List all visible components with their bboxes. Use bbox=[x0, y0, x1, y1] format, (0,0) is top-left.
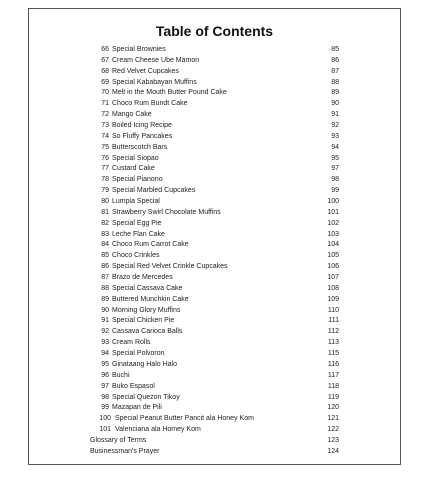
toc-entry-title: Buchi bbox=[112, 371, 130, 379]
toc-entry-page: 97 bbox=[331, 165, 339, 173]
toc-entry-number: 99 bbox=[101, 404, 109, 412]
toc-entry[interactable] bbox=[29, 316, 400, 327]
toc-entry-title: Mazapan de Pili bbox=[112, 404, 162, 412]
toc-entry-page: 122 bbox=[327, 426, 339, 434]
toc-entry-number: 93 bbox=[101, 339, 109, 347]
toc-entry-number: 71 bbox=[101, 100, 109, 108]
page-title: Table of Contents bbox=[155, 23, 274, 39]
toc-entry-page: 101 bbox=[327, 208, 339, 216]
toc-entry-page: 110 bbox=[327, 306, 339, 314]
toc-entry-number: 82 bbox=[101, 219, 109, 227]
toc-entry-page: 90 bbox=[331, 100, 339, 108]
toc-entry-number: 73 bbox=[101, 122, 109, 130]
toc-entry-page: 92 bbox=[331, 122, 339, 130]
toc-entry-title: Cream Cheese Ube Mamon bbox=[112, 56, 200, 64]
toc-entry-page: 86 bbox=[331, 56, 339, 64]
toc-entry-number: 68 bbox=[101, 67, 109, 75]
toc-entry-title: Special Siopao bbox=[112, 154, 159, 162]
toc-entry-number: 100 bbox=[99, 415, 111, 423]
toc-entry-page: 87 bbox=[331, 67, 339, 75]
toc-entry[interactable] bbox=[29, 45, 400, 56]
toc-entry-title: Special Chicken Pie bbox=[112, 317, 175, 325]
toc-entry-page: 85 bbox=[331, 46, 339, 53]
toc-entry-title: Brazo de Mercedes bbox=[112, 274, 173, 282]
toc-entry-title: So Fluffy Pancakes bbox=[112, 132, 173, 140]
toc-entry-number: 70 bbox=[101, 89, 109, 97]
toc-entry-page: 88 bbox=[331, 78, 339, 86]
toc-entry-number: 74 bbox=[101, 132, 109, 140]
toc-entry-title: Buko Espasol bbox=[112, 382, 155, 390]
toc-entry-page: 94 bbox=[331, 143, 339, 151]
toc-entry-number: 66 bbox=[101, 46, 109, 53]
toc-entry-title: Special Brownies bbox=[112, 46, 166, 53]
toc-entry-number: 78 bbox=[101, 176, 109, 184]
toc-entry-number: 77 bbox=[101, 165, 109, 173]
toc-entry[interactable] bbox=[29, 360, 400, 371]
toc-entry-page: 102 bbox=[327, 219, 339, 227]
toc-entry[interactable] bbox=[29, 371, 400, 382]
toc-entry[interactable] bbox=[29, 425, 400, 436]
toc-entry[interactable] bbox=[29, 154, 400, 165]
toc-entry[interactable] bbox=[29, 295, 400, 306]
toc-entry-page: 103 bbox=[327, 230, 339, 238]
toc-entry-title: Choco Crinkles bbox=[112, 252, 160, 260]
toc-entry[interactable] bbox=[29, 230, 400, 241]
toc-entry-page: 93 bbox=[331, 132, 339, 140]
toc-entry-title: Choco Rum Carrot Cake bbox=[112, 241, 189, 249]
toc-entry-number: 69 bbox=[101, 78, 109, 86]
toc-entry[interactable] bbox=[29, 121, 400, 132]
toc-entry-number: 95 bbox=[101, 360, 109, 368]
toc-entry-number: 80 bbox=[101, 198, 109, 206]
toc-entry-title: Butterscotch Bars bbox=[112, 143, 168, 151]
toc-entry[interactable] bbox=[29, 88, 400, 99]
toc-entry-title: Special Cassava Cake bbox=[112, 284, 183, 292]
toc-entry-page: 107 bbox=[327, 274, 339, 282]
toc-entry-page: 108 bbox=[327, 284, 339, 292]
toc-entry-page: 109 bbox=[327, 295, 339, 303]
toc-entry[interactable] bbox=[29, 110, 400, 121]
toc-entry-page: 104 bbox=[327, 241, 339, 249]
toc-entry[interactable] bbox=[29, 382, 400, 393]
toc-entry-number: 79 bbox=[101, 187, 109, 195]
toc-entry-title: Special Marbled Cupcakes bbox=[112, 187, 196, 195]
toc-entry-title: Strawberry Swirl Chocolate Muffins bbox=[112, 208, 221, 216]
toc-entry[interactable] bbox=[29, 349, 400, 360]
toc-entry[interactable] bbox=[29, 175, 400, 186]
toc-entry-page: 116 bbox=[327, 360, 339, 368]
toc-entry-number: 72 bbox=[101, 111, 109, 119]
toc-entry-title: Custard Cake bbox=[112, 165, 155, 173]
toc-entry[interactable] bbox=[29, 219, 400, 230]
toc-entry-number: 85 bbox=[101, 252, 109, 260]
toc-entry[interactable] bbox=[29, 78, 400, 89]
toc-entry[interactable] bbox=[29, 56, 400, 67]
toc-entry-page: 115 bbox=[327, 350, 339, 358]
toc-entry-page: 124 bbox=[327, 447, 339, 455]
toc-entry-page: 99 bbox=[331, 187, 339, 195]
toc-entry[interactable] bbox=[29, 240, 400, 251]
toc-entry-title: Glossary of Terms bbox=[90, 436, 147, 444]
toc-entry-title: Cassava Carioca Balls bbox=[112, 328, 183, 336]
toc-entry[interactable] bbox=[29, 447, 400, 458]
toc-entry[interactable] bbox=[29, 143, 400, 154]
toc-entry-number: 101 bbox=[99, 426, 111, 434]
toc-entry-title: Melt in the Mouth Butter Pound Cake bbox=[112, 89, 227, 97]
toc-entry-number: 75 bbox=[101, 143, 109, 151]
toc-entry-number: 81 bbox=[101, 208, 109, 216]
toc-entry-page: 98 bbox=[331, 176, 339, 184]
toc-entry-page: 111 bbox=[328, 317, 339, 325]
toc-entry-title: Choco Rum Bundt Cake bbox=[112, 100, 188, 108]
toc-entry-page: 123 bbox=[327, 436, 339, 444]
toc-entry[interactable] bbox=[29, 284, 400, 295]
toc-entry[interactable] bbox=[29, 251, 400, 262]
toc-entry-number: 96 bbox=[101, 371, 109, 379]
toc-entry-title: Morning Glory Muffins bbox=[112, 306, 181, 314]
toc-entry-page: 119 bbox=[327, 393, 339, 401]
toc-entry[interactable] bbox=[29, 338, 400, 349]
toc-entry-title: Valenciana ala Homey Kom bbox=[115, 426, 201, 434]
toc-entry-number: 89 bbox=[101, 295, 109, 303]
toc-entry-title: Special Quezon Tikoy bbox=[112, 393, 180, 401]
toc-entry-number: 97 bbox=[101, 382, 109, 390]
toc-entry-number: 67 bbox=[101, 56, 109, 64]
toc-entry-page: 112 bbox=[327, 328, 339, 336]
toc-entry-title: Leche Flan Cake bbox=[112, 230, 165, 238]
toc-entry-number: 91 bbox=[101, 317, 109, 325]
toc-entry-page: 120 bbox=[327, 404, 339, 412]
toc-entry[interactable] bbox=[29, 414, 400, 425]
toc-entry-number: 83 bbox=[101, 230, 109, 238]
toc-entry-title: Businessman's Prayer bbox=[90, 447, 160, 455]
toc-entry-number: 94 bbox=[101, 350, 109, 358]
toc-entry-number: 76 bbox=[101, 154, 109, 162]
toc-entry-number: 98 bbox=[101, 393, 109, 401]
toc-entry-page: 118 bbox=[327, 382, 339, 390]
toc-entry-title: Cream Rolls bbox=[112, 339, 151, 347]
toc-entry-title: Mango Cake bbox=[112, 111, 152, 119]
toc-entry-title: Special Egg Pie bbox=[112, 219, 162, 227]
toc-entry-page: 113 bbox=[327, 339, 339, 347]
toc-entry-title: Buttered Munchkin Cake bbox=[112, 295, 189, 303]
toc-entry[interactable] bbox=[29, 403, 400, 414]
toc-entry[interactable] bbox=[29, 99, 400, 110]
toc-entry-title: Ginataang Halo Halo bbox=[112, 360, 177, 368]
toc-entry-title: Special Polvoron bbox=[112, 350, 165, 358]
toc-entry-title: Special Kababayan Muffins bbox=[112, 78, 197, 86]
toc-entry[interactable] bbox=[29, 208, 400, 219]
toc-entry-title: Special Pianono bbox=[112, 176, 163, 184]
toc-entry[interactable] bbox=[29, 306, 400, 317]
toc-entry[interactable] bbox=[29, 327, 400, 338]
toc-entry-page: 95 bbox=[331, 154, 339, 162]
toc-entry-page: 105 bbox=[327, 252, 339, 260]
toc-entry[interactable] bbox=[29, 186, 400, 197]
toc-entry-page: 121 bbox=[327, 415, 339, 423]
toc-entry[interactable] bbox=[29, 67, 400, 78]
toc-entry[interactable] bbox=[29, 164, 400, 175]
toc-entry-number: 88 bbox=[101, 284, 109, 292]
toc-list bbox=[29, 45, 400, 458]
toc-entry[interactable] bbox=[29, 262, 400, 273]
toc-entry-page: 91 bbox=[331, 111, 339, 119]
toc-page bbox=[28, 8, 401, 465]
toc-entry-number: 84 bbox=[101, 241, 109, 249]
toc-entry-page: 106 bbox=[327, 263, 339, 271]
toc-entry-number: 86 bbox=[101, 263, 109, 271]
toc-entry-page: 89 bbox=[331, 89, 339, 97]
toc-entry-number: 87 bbox=[101, 274, 109, 282]
toc-entry[interactable] bbox=[29, 393, 400, 404]
toc-entry-page: 117 bbox=[327, 371, 339, 379]
toc-entry[interactable] bbox=[29, 273, 400, 284]
toc-entry-title: Boiled Icing Recipe bbox=[112, 122, 172, 130]
toc-entry-title: Lumpia Special bbox=[112, 198, 160, 206]
toc-entry[interactable] bbox=[29, 197, 400, 208]
toc-entry-title: Special Peanut Butter Pancit ala Honey Kom bbox=[115, 415, 254, 423]
toc-entry-title: Red Velvet Cupcakes bbox=[112, 67, 179, 75]
toc-entry[interactable] bbox=[29, 436, 400, 447]
toc-entry-page: 100 bbox=[327, 198, 339, 206]
toc-entry-number: 90 bbox=[101, 306, 109, 314]
toc-entry-title: Special Red Velvet Crinkle Cupcakes bbox=[112, 263, 228, 271]
toc-entry-number: 92 bbox=[101, 328, 109, 336]
toc-entry[interactable] bbox=[29, 132, 400, 143]
